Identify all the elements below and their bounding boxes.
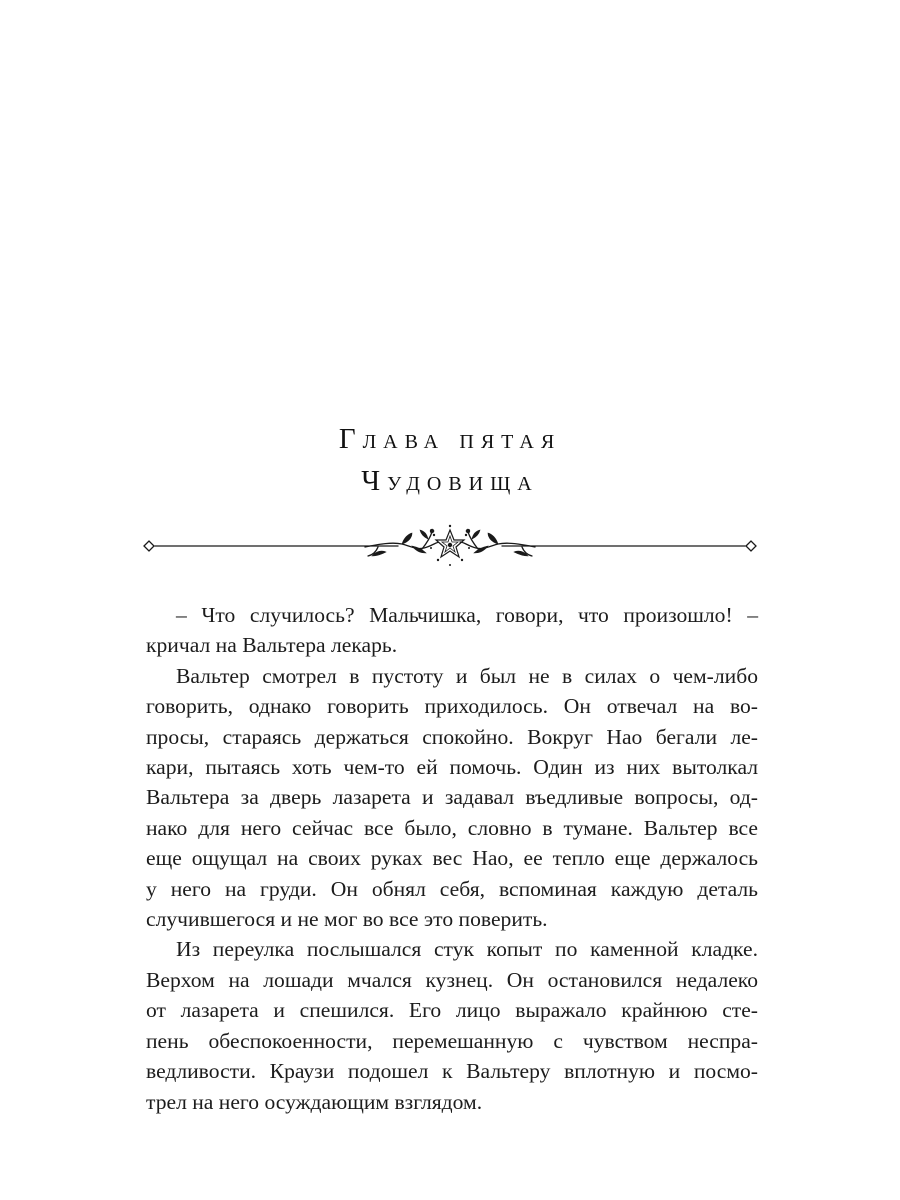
text-line: ведливости. Краузи подошел к Вальтеру вплотную и посмо- (146, 1059, 758, 1084)
chapter-number: Глава пятая (338, 423, 562, 455)
text-line: говорить, однако говорить приходилось. Он отвечал на во- (146, 694, 758, 719)
text-line: пень обеспокоенности, перемешанную с чувством неспра- (146, 1028, 758, 1053)
text-line: нако для него сейчас все было, словно в тумане. Вальтер все (146, 815, 758, 840)
text-line: случившегося и не мог во все это поверить. (146, 907, 548, 932)
text-line: еще ощущал на своих руках вес Нао, ее тепло еще держалось (146, 846, 758, 871)
text-line: просы, стараясь держаться спокойно. Вокруг Нао бегали ле- (146, 724, 758, 749)
text-line: трел на него осуждающим взглядом. (146, 1089, 483, 1114)
chapter-body-text (146, 600, 758, 1117)
text-line: Верхом на лошади мчался кузнец. Он остановился недалеко (146, 967, 758, 992)
text-line: кричал на Вальтера лекарь. (146, 633, 398, 658)
text-line: Вальтера за дверь лазарета и задавал въедливые вопросы, од- (146, 785, 758, 810)
floral-divider-icon (140, 520, 760, 570)
text-line: кари, пытаясь хоть чем-то ей помочь. Один из них вытолкал (146, 755, 758, 780)
paragraph (146, 600, 758, 661)
paragraph (146, 661, 758, 935)
text-line: у него на груди. Он обнял себя, вспоминая каждую деталь (146, 876, 758, 901)
text-line: от лазарета и спешился. Его лицо выражало крайнюю сте- (146, 998, 758, 1023)
chapter-heading (0, 418, 900, 502)
paragraph (146, 934, 758, 1116)
text-line: – Что случилось? Мальчишка, говори, что произошло! – (176, 603, 758, 627)
text-line: Вальтер смотрел в пустоту и был не в силах о чем-либо (176, 663, 758, 688)
chapter-title: Чудовища (361, 465, 539, 497)
text-line: Из переулка послышался стук копыт по каменной кладке. (176, 937, 758, 962)
